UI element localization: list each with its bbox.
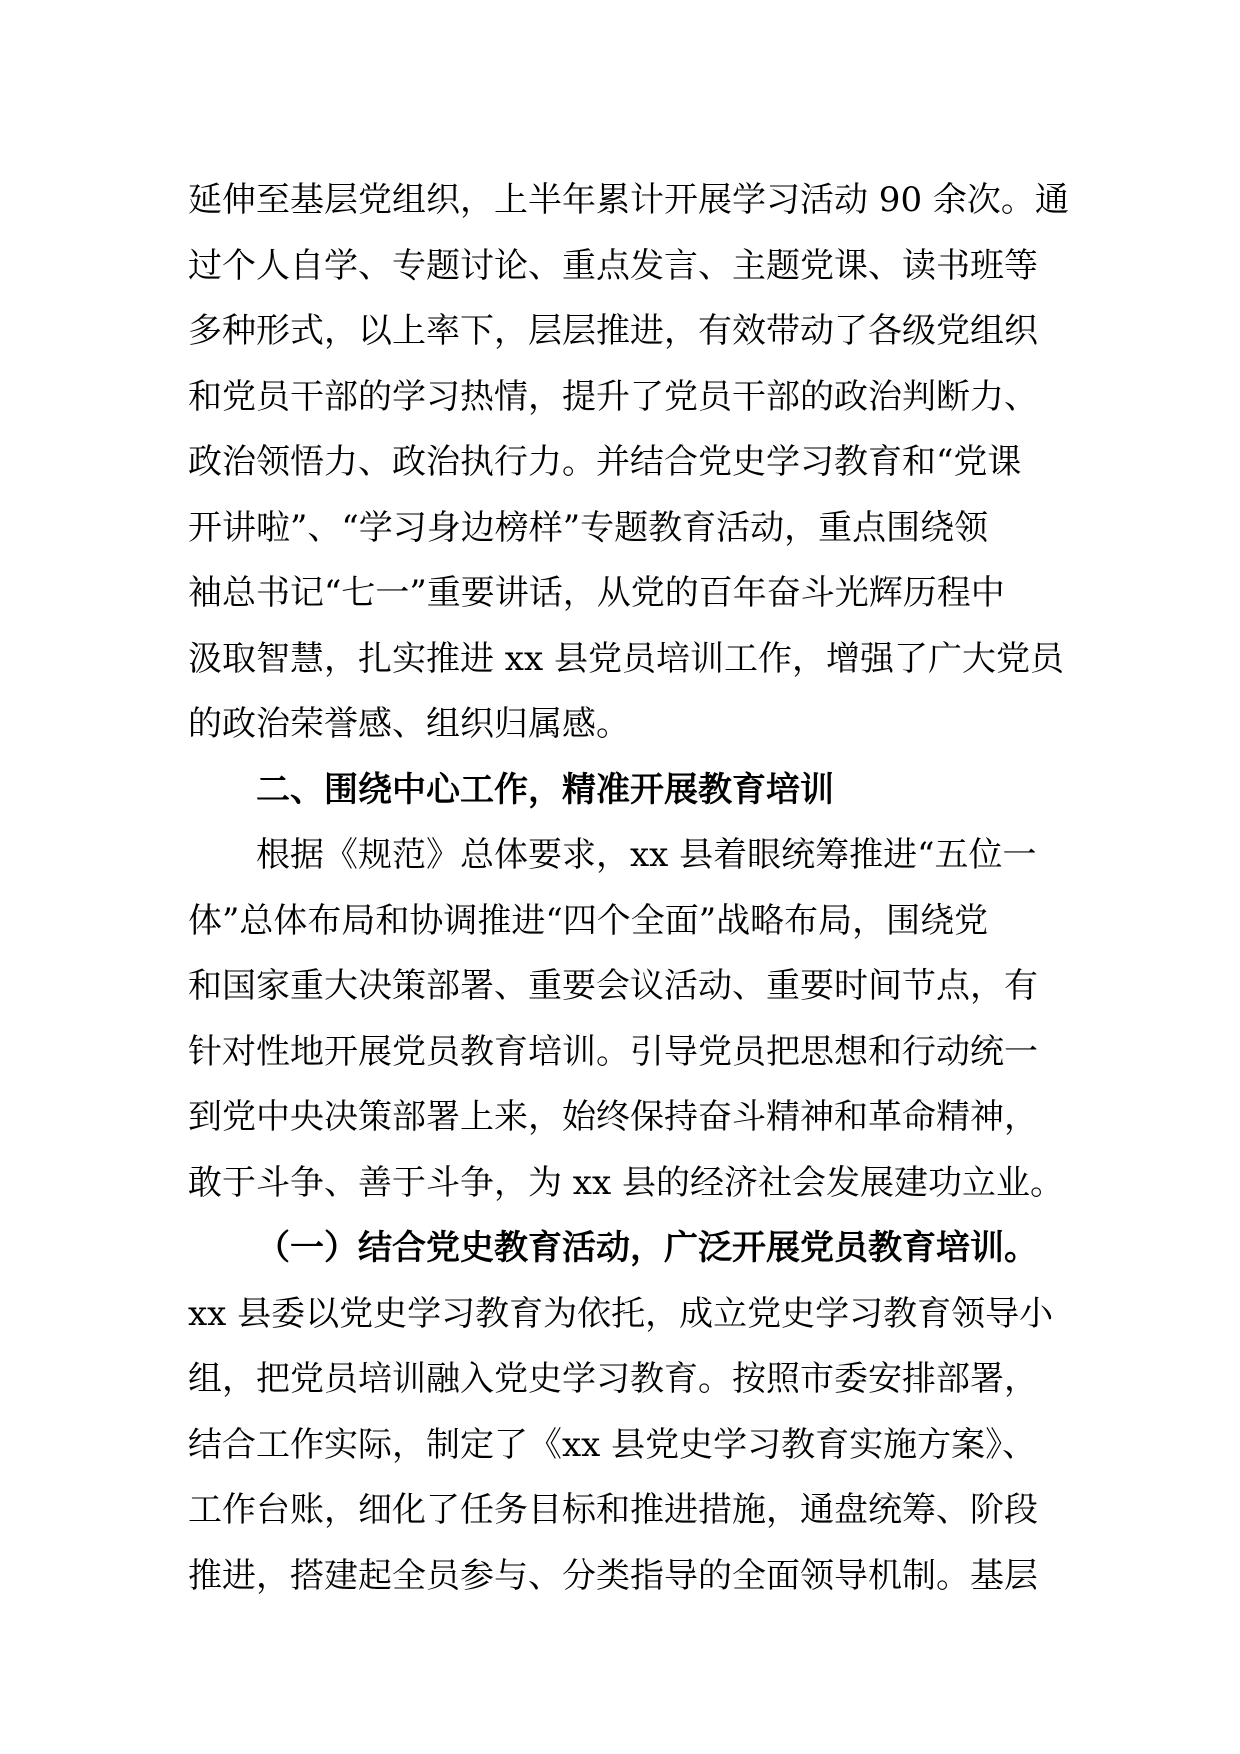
body-line: 开讲啦”、“学习身边榜样”专题教育活动，重点围绕领: [188, 507, 989, 548]
body-line: 到党中央决策部署上来，始终保持奋斗精神和革命精神，: [188, 1097, 1038, 1137]
body-line: 汲取智慧，扎实推进 xx 县党员培训工作，增强了广大党员: [188, 638, 1064, 679]
section-heading: 二、围绕中心工作，精准开展教育培训: [256, 769, 834, 810]
body-line: 过个人自学、专题讨论、重点发言、主题党课、读书班等: [188, 245, 1038, 286]
body-line: 的政治荣誉感、组织归属感。: [188, 704, 630, 744]
body-line: 和国家重大决策部署、重要会议活动、重要时间节点，有: [188, 966, 1038, 1006]
body-line: 延伸至基层党组织，上半年累计开展学习活动 90 余次。通: [188, 180, 1069, 220]
body-line: 根据《规范》总体要求，xx 县着眼统筹推进“五位一: [256, 835, 1037, 875]
body-line: 敢于斗争、善于斗争，为 xx 县的经济社会发展建功立业。: [188, 1162, 1064, 1203]
body-line: 针对性地开展党员教育培训。引导党员把思想和行动统一: [188, 1031, 1038, 1072]
body-line: 体”总体布局和协调推进“四个全面”战略布局，围绕党: [188, 900, 989, 941]
subsection-heading: （一）结合党史教育活动，广泛开展党员教育培训。: [256, 1228, 1038, 1268]
body-line: 和党员干部的学习热情，提升了党员干部的政治判断力、: [188, 376, 1038, 417]
body-line: xx 县委以党史学习教育为依托，成立党史学习教育领导小: [188, 1293, 1054, 1334]
body-line: 袖总书记“七一”重要讲话，从党的百年奋斗光辉历程中: [188, 573, 1005, 613]
body-line: 政治领悟力、政治执行力。并结合党史学习教育和“党课: [188, 442, 1022, 482]
body-line: 组，把党员培训融入党史学习教育。按照市委安排部署，: [188, 1359, 1038, 1399]
body-line: 多种形式，以上率下，层层推进，有效带动了各级党组织: [188, 311, 1038, 351]
body-line: 工作台账，细化了任务目标和推进措施，通盘统筹、阶段: [188, 1490, 1038, 1530]
body-line: 推进，搭建起全员参与、分类指导的全面领导机制。基层: [188, 1555, 1038, 1596]
document-body: [188, 168, 1068, 1609]
body-line: 结合工作实际，制定了《xx 县党史学习教育实施方案》、: [188, 1424, 1037, 1465]
